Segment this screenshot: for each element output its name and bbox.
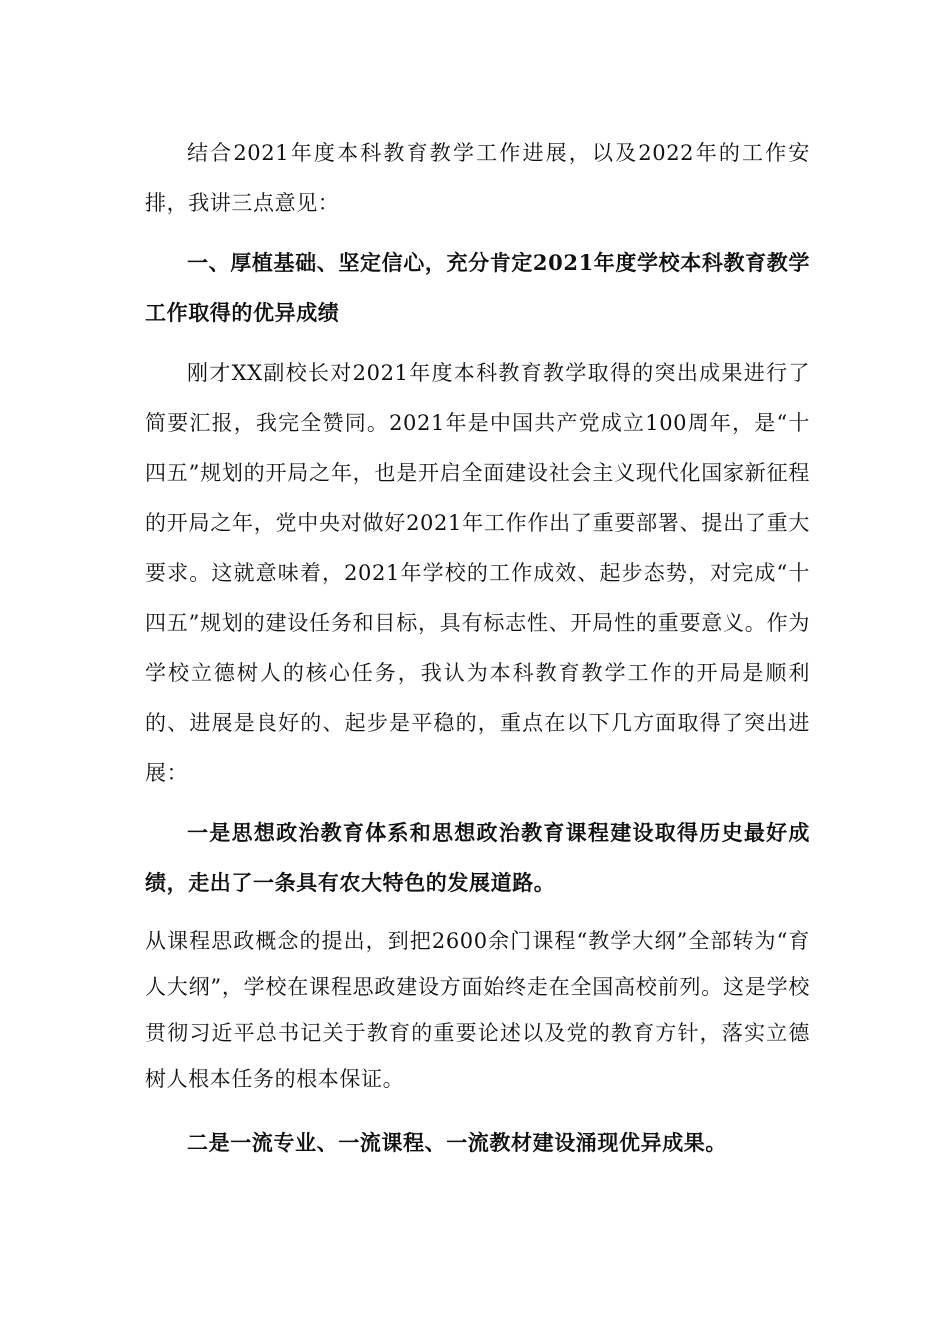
section-heading-1: 一、厚植基础、坚定信心，充分肯定2021年度学校本科教育教学工作取得的优异成绩 [145,250,810,325]
intro-paragraph: 结合2021年度本科教育教学工作进展，以及2022年的工作安排，我讲三点意见： [145,141,810,215]
point-heading-1: 一是思想政治教育体系和思想政治教育课程建设取得历史最好成绩，走出了一条具有农大特色的发展道路。 [145,820,810,895]
document-body [145,128,810,1168]
body-paragraph-1: 刚才XX副校长对2021年度本科教育教学取得的突出成果进行了简要汇报，我完全赞同。2021年是中国共产党成立100周年，是“十四五”规划的开局之年，也是开启全面建设社会主义现代化国家新征程的开局之年，党中央对做好2021年工作作出了重要部署、提出了重大要求。这就意味着，2021年学校的工作成效、起步态势，对完成“十四五”规划的建设任务和目标，具有标志性、开局性的重要意义。作为学校立德树人的核心任务，我认为本科教育教学工作的开局是顺利的、进展是良好的、起步是平稳的，重点在以下几方面取得了突出进展： [145,361,810,785]
body-paragraph-2: 从课程思政概念的提出，到把2600余门课程“教学大纲”全部转为“育人大纲”，学校在课程思政建设方面始终走在全国高校前列。这是学校贯彻习近平总书记关于教育的重要论述以及党的教育方针，落实立德树人根本任务的根本保证。 [145,929,810,1091]
point-heading-2: 二是一流专业、一流课程、一流教材建设涌现优异成果。 [187,1130,727,1155]
